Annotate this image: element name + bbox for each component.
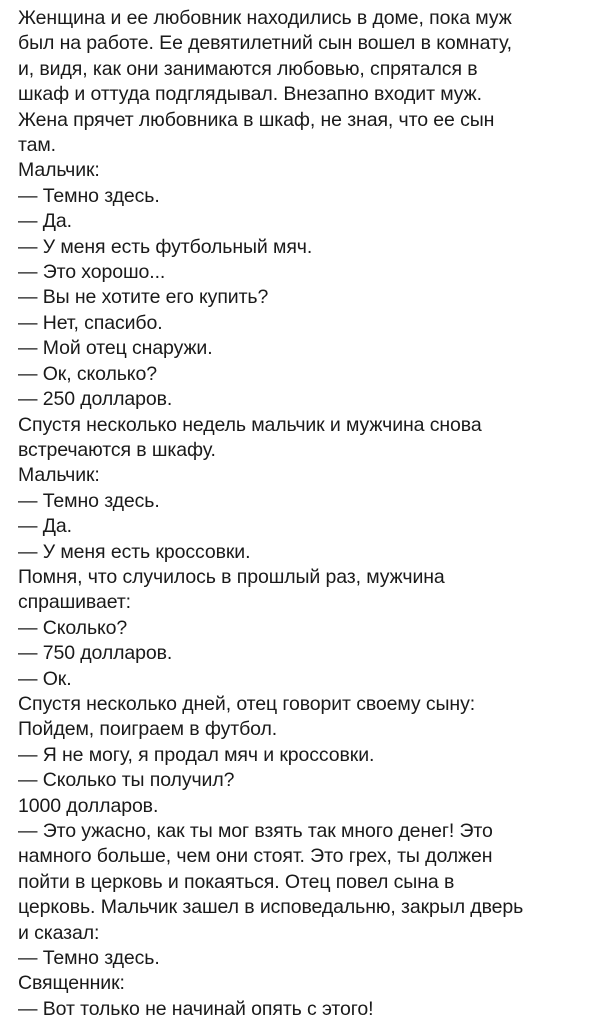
text-line: — Я не могу, я продал мяч и кроссовки. [18, 743, 375, 766]
text-line: Спустя несколько недель мальчик и мужчина снова [18, 413, 482, 436]
text-line: — Вот только не начинай опять с этого! [18, 997, 374, 1020]
text-line: — Мой отец снаружи. [18, 337, 213, 360]
text-line: — Это ужасно, как ты мог взять так много денег! Это [18, 820, 493, 842]
text-line: спрашивает: [18, 591, 131, 614]
text-line: — Ок, сколько? [18, 362, 157, 385]
text-line: — Вы не хотите его купить? [18, 286, 269, 309]
text-line: Мальчик: [18, 159, 100, 182]
text-line: там. [18, 134, 56, 157]
text-line: 1000 долларов. [18, 794, 159, 817]
text-line: — Нет, спасибо. [18, 311, 163, 334]
text-line: шкаф и оттуда подглядывал. Внезапно входит муж. [18, 83, 482, 106]
text-line: — Темно здесь. [18, 184, 160, 207]
text-line: — Темно здесь. [18, 489, 160, 512]
text-line: — Да. [18, 515, 72, 538]
text-line: — У меня есть кроссовки. [18, 540, 251, 563]
text-line: пойти в церковь и покаяться. Отец повел сына в [18, 870, 455, 893]
text-line: — Да. [18, 210, 72, 233]
text-line: — Это хорошо... [18, 261, 166, 284]
story-text [18, 6, 590, 1022]
text-line: — Темно здесь. [18, 947, 160, 970]
text-line: Спустя несколько дней, отец говорит своему сыну: [18, 692, 476, 715]
text-line: Священник: [18, 972, 125, 995]
text-line: и, видя, как они занимаются любовью, спрятался в [18, 57, 478, 80]
text-line: церковь. Мальчик зашел в исповедальню, закрыл дверь [18, 896, 524, 919]
text-line: намного больше, чем они стоят. Это грех, ты должен [18, 845, 493, 868]
text-line: Помня, что случилось в прошлый раз, мужчина [18, 565, 445, 588]
text-line: Мальчик: [18, 464, 100, 487]
text-line: — Сколько ты получил? [18, 769, 235, 792]
text-line: Жена прячет любовника в шкаф, не зная, что ее сын [18, 108, 495, 131]
text-line: — 750 долларов. [18, 642, 173, 665]
text-line: — Ок. [18, 667, 72, 690]
text-line: — Сколько? [18, 616, 128, 639]
text-line: — У меня есть футбольный мяч. [18, 235, 313, 258]
text-line: был на работе. Ее девятилетний сын вошел в комнату, [18, 32, 512, 55]
text-line: Женщина и ее любовник находились в доме, пока муж [18, 7, 512, 29]
text-line: — 250 долларов. [18, 388, 173, 411]
text-line: Пойдем, поиграем в футбол. [18, 718, 278, 741]
text-line: и сказал: [18, 921, 100, 944]
text-line: встречаются в шкафу. [18, 438, 216, 461]
